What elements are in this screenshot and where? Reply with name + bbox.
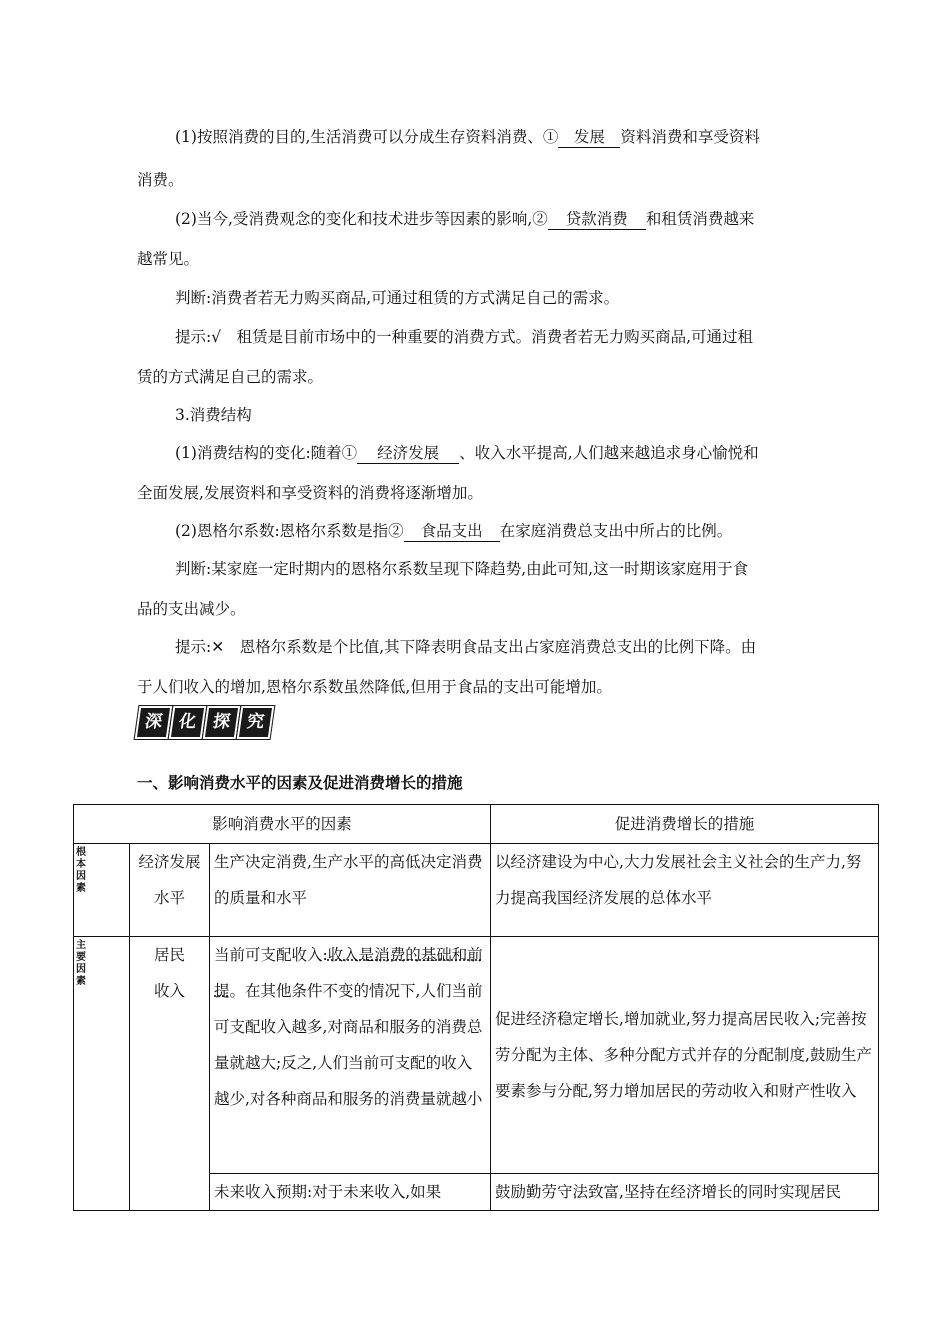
section-badge [137,706,272,736]
blank-answer-3: 经济发展 [357,443,459,464]
badge-char-1: 深 [135,706,173,739]
hint-1-line1: 提示:√ 租赁是目前市场中的一种重要的消费方式。消费者若无力购买商品,可通过租 [175,328,754,346]
category-main: 主要因素 [74,937,130,1211]
header-factors: 影响消费水平的因素 [74,805,491,844]
para3-line2: 全面发展,发展资料和享受资料的消费将逐渐增加。 [137,484,483,502]
judgment-1: 判断:消费者若无力购买商品,可通过租赁的方式满足自己的需求。 [175,289,620,307]
measure-income: 促进经济稳定增长,增加就业,努力提高居民收入;完善按劳分配为主体、多种分配方式并存的分配制度,鼓励生产要素参与分配,努力增加居民的劳动收入和财产性收入 [491,937,879,1174]
para2-line2: 越常见。 [137,250,200,268]
factors-table [73,804,879,1211]
para1-line1: (1)按照消费的目的,生活消费可以分成生存资料消费、① 发展 资料消费和享受资料 [175,128,760,146]
para3-line1: (1)消费结构的变化:随着① 经济发展 、收入水平提高,人们越来越追求身心愉悦和 [175,444,759,462]
para4-line1: (2)恩格尔系数:恩格尔系数是指② 食品支出 在家庭消费总支出中所占的比例。 [175,522,733,540]
category-fundamental: 根本因素 [74,844,130,937]
hint-2-line2: 于人们收入的增加,恩格尔系数虽然降低,但用于食品的支出可能增加。 [137,678,612,696]
hint-1-line2: 赁的方式满足自己的需求。 [137,368,324,386]
header-measures: 促进消费增长的措施 [491,805,879,844]
measure-future-income: 鼓励勤劳守法致富,坚持在经济增长的同时实现居民 [491,1174,879,1211]
table-row [74,844,879,937]
table-header-row [74,805,879,844]
sub-economic-level: 经济发展水平 [130,844,210,937]
blank-answer-1: 发展 [558,127,620,148]
judgment-2-line2: 品的支出减少。 [137,600,246,618]
blank-answer-2: 贷款消费 [548,209,646,230]
badge-char-3: 探 [203,706,241,739]
emphasized-text: 收入是消费的基础和前提 [214,946,483,1000]
hint-2-line1: 提示:✕ 恩格尔系数是个比值,其下降表明食品支出占家庭消费总支出的比例下降。由 [175,638,757,656]
table-row [74,937,879,1174]
section-heading: 一、影响消费水平的因素及促进消费增长的措施 [137,774,463,792]
blank-answer-4: 食品支出 [404,521,500,542]
measure-economic-level: 以经济建设为中心,大力发展社会主义社会的生产力,努力提高我国经济发展的总体水平 [491,844,879,937]
badge-char-4: 究 [237,706,275,739]
judgment-2-line1: 判断:某家庭一定时期内的恩格尔系数呈现下降趋势,由此可知,这一时期该家庭用于食 [175,560,749,578]
factor-economic-level: · · · · 生产决定消费,生产水平的高低决定消费的质量和水平 [210,844,491,937]
para2-line1: (2)当今,受消费观念的变化和技术进步等因素的影响,② 贷款消费 和租赁消费越来 [175,210,755,228]
section-3-title: 3.消费结构 [175,406,252,424]
badge-char-2: 化 [169,706,207,739]
sub-income: 居民收入 [130,937,210,1211]
factor-future-income: 未来收入预期:对于未来收入,如果 [210,1174,491,1211]
factor-current-income: 当前可支配收入:收入是消费的基础和前提。在其他条件不变的情况下,人们当前可支配收入越多,对商品和服务的消费总量就越大;反之,人们当前可支配的收入越少,对各种商品和服务的消费量就越小 [210,937,491,1174]
para1-line2: 消费。 [137,171,184,189]
